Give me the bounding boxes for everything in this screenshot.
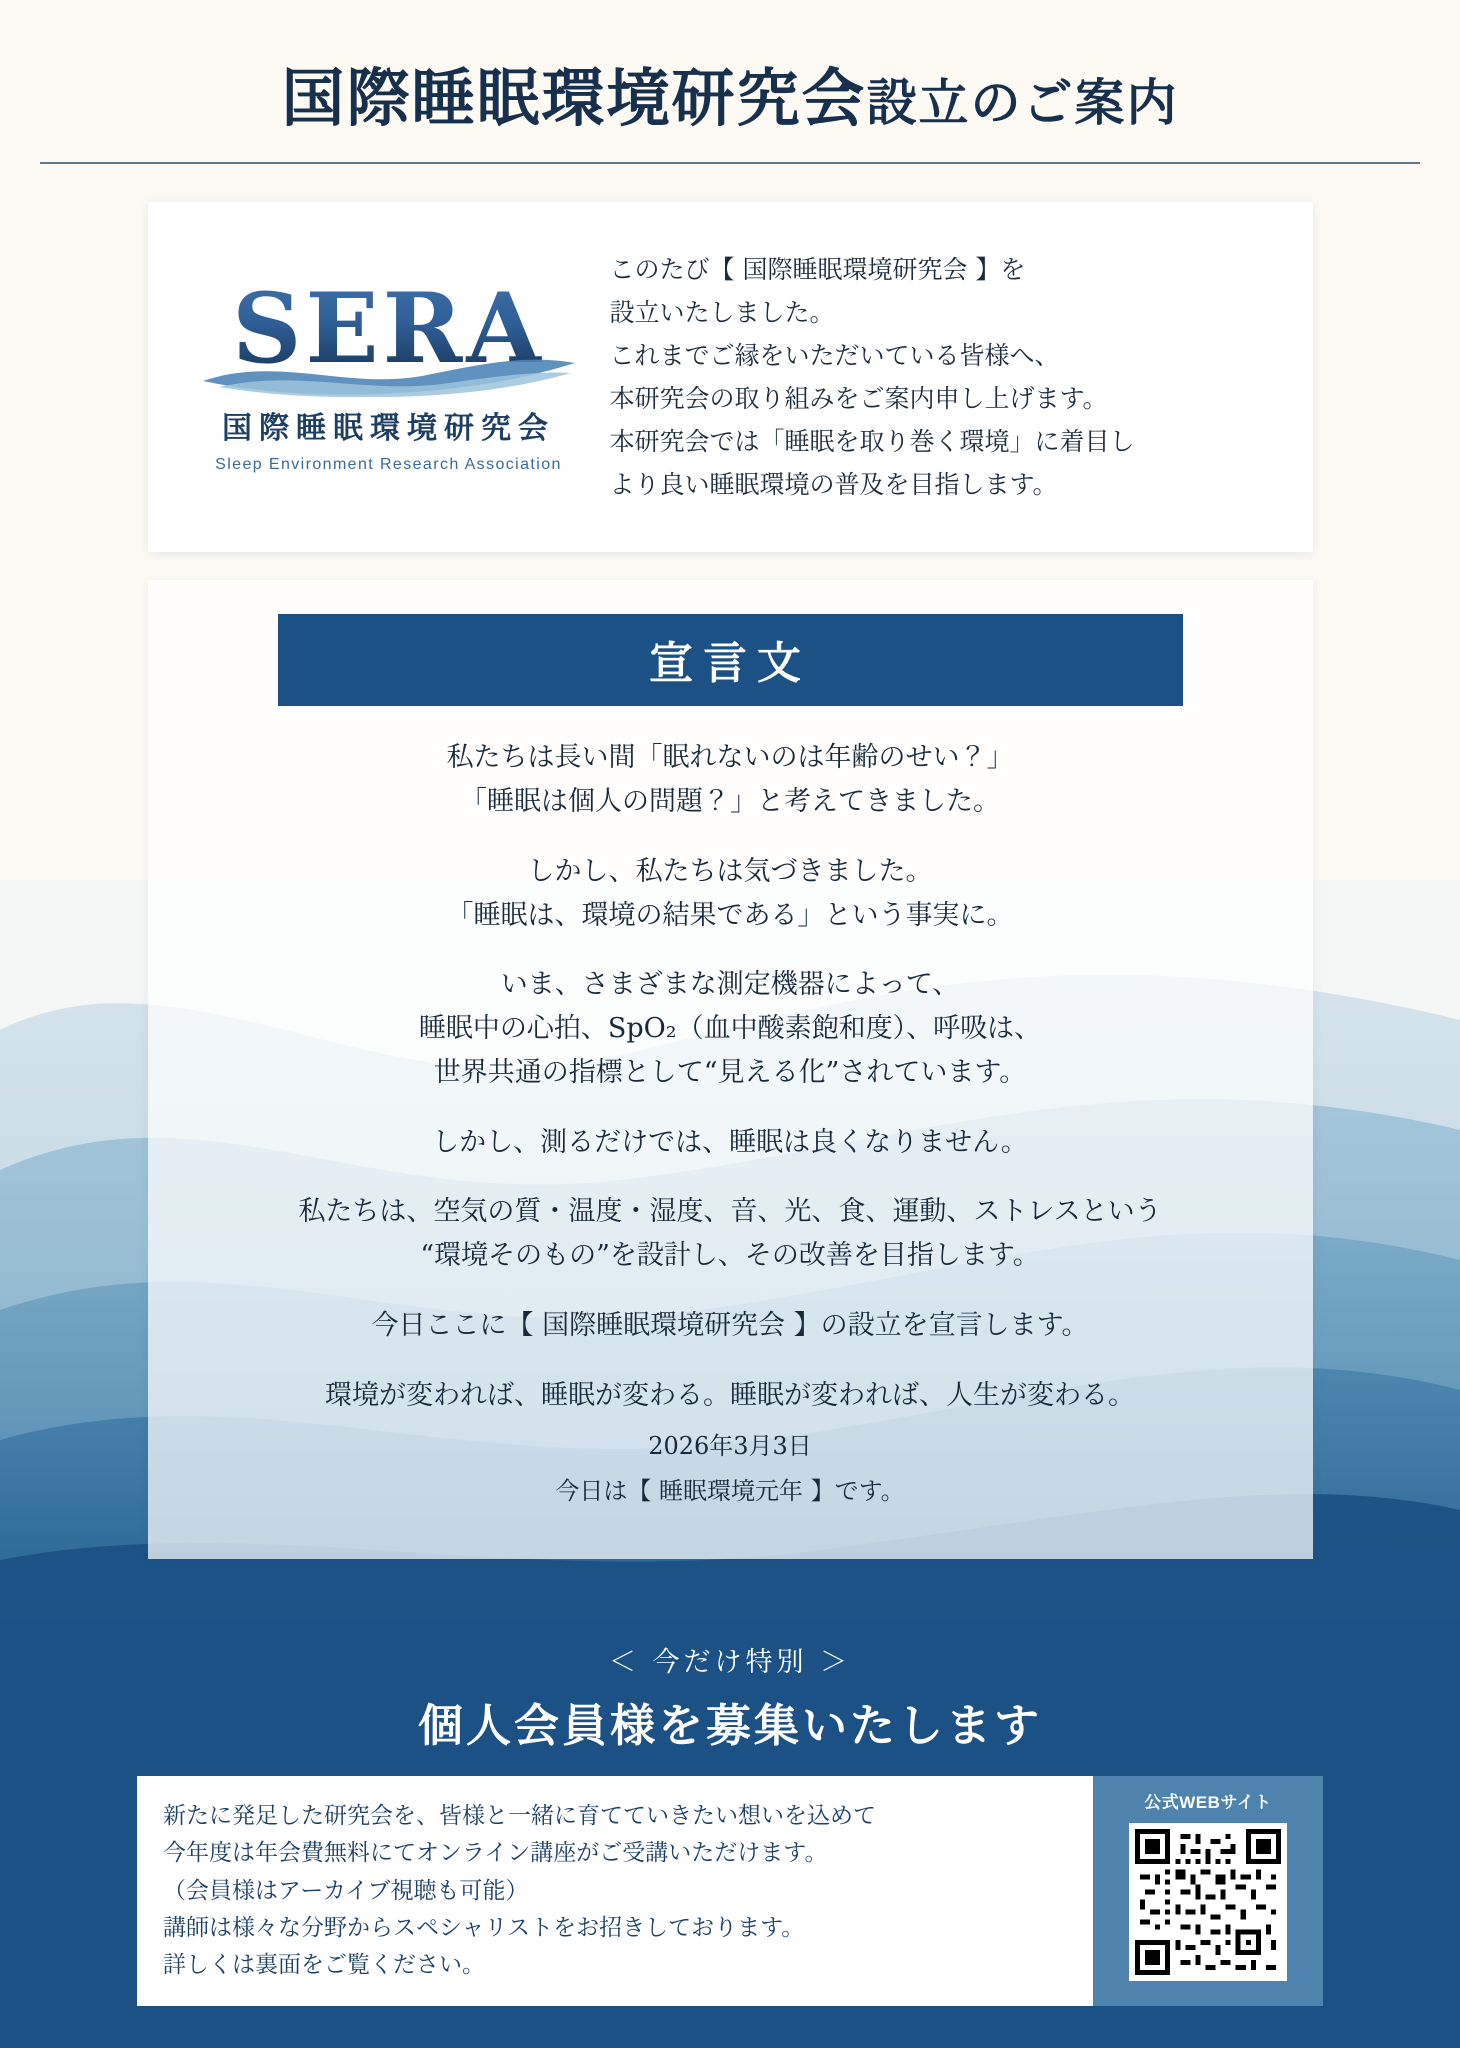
intro-text-block	[604, 248, 1279, 506]
declaration-line: 環境が変われば、睡眠が変わる。睡眠が変われば、人生が変わる。	[325, 1379, 1135, 1411]
declaration-paragraph	[148, 1190, 1313, 1277]
declaration-line: しかし、測るだけでは、睡眠は良くなりません。	[432, 1126, 1028, 1158]
declaration-paragraph	[148, 1374, 1313, 1418]
page-title-main: 国際睡眠環境研究会	[281, 61, 867, 135]
declaration-line: 「睡眠は個人の問題？」と考えてきました。	[460, 786, 1000, 818]
qr-code-icon[interactable]	[1129, 1823, 1287, 1981]
intro-line: 本研究会の取り組みをご案内申し上げます。	[609, 384, 1108, 414]
intro-line: 本研究会では「睡眠を取り巻く環境」に着目し	[609, 427, 1135, 457]
declaration-paragraph	[148, 850, 1313, 937]
declaration-line: “環境そのもの”を設計し、その改善を目指します。	[420, 1240, 1040, 1272]
declaration-closing: 今日は【 睡眠環境元年 】です。	[555, 1477, 905, 1506]
recruit-details	[137, 1776, 1323, 2006]
page-title	[0, 62, 1460, 134]
declaration-title: 宣言文	[278, 614, 1183, 706]
recruit-kicker: ＜ 今だけ特別 ＞	[608, 1647, 852, 1678]
header-divider	[40, 162, 1420, 164]
declaration-paragraph	[148, 1121, 1313, 1165]
intro-line: より良い睡眠環境の普及を目指します。	[609, 470, 1058, 500]
intro-line: このたび【 国際睡眠環境研究会 】を	[609, 255, 1026, 285]
qr-label: 公式WEBサイト	[1144, 1793, 1272, 1812]
intro-line: これまでご縁をいただいている皆様へ、	[609, 341, 1060, 371]
recruit-note	[137, 1776, 1093, 2006]
page-title-sub: 設立のご案内	[866, 73, 1179, 132]
qr-block[interactable]	[1093, 1776, 1323, 2006]
sera-logo	[174, 271, 604, 474]
intro-card	[148, 202, 1313, 552]
recruit-note-line: 詳しくは裏面をご覧ください。	[163, 1952, 485, 1978]
declaration-line: 私たちは、空気の質・温度・湿度、音、光、食、運動、ストレスという	[298, 1196, 1162, 1228]
recruit-note-line: 今年度は年会費無料にてオンライン講座がご受講いただけます。	[163, 1840, 828, 1867]
intro-line: 設立いたしました。	[609, 298, 835, 328]
declaration-date: 2026年3月3日	[648, 1432, 812, 1461]
declaration-panel	[148, 580, 1313, 1559]
declaration-line: しかし、私たちは気づきました。	[527, 855, 933, 887]
declaration-line: 私たちは長い間「眠れないのは年齢のせい？」	[446, 742, 1014, 774]
recruit-headline: 個人会員様を募集いたします	[417, 1699, 1042, 1752]
declaration-line: 「睡眠は、環境の結果である」という事実に。	[446, 899, 1014, 931]
recruit-note-line: 講師は様々な分野からスペシャリストをお招きしております。	[163, 1914, 805, 1941]
logo-swoosh-icon	[199, 351, 579, 397]
page-header	[0, 0, 1460, 164]
logo-jp-name: 国際睡眠環境研究会	[222, 410, 555, 446]
declaration-line: いま、さまざまな測定機器によって、	[500, 969, 960, 1001]
recruit-section	[0, 1618, 1460, 2048]
logo-wordmark: SERA	[174, 281, 604, 377]
recruit-note-line: （会員様はアーカイブ視聴も可能）	[163, 1877, 529, 1904]
declaration-paragraph	[148, 963, 1313, 1094]
declaration-body	[148, 736, 1313, 1511]
logo-en-name: Sleep Environment Research Association	[215, 455, 562, 473]
declaration-paragraph	[148, 1304, 1313, 1348]
declaration-line: 世界共通の指標として“見える化”されています。	[433, 1056, 1027, 1088]
declaration-line: 今日ここに【 国際睡眠環境研究会 】の設立を宣言します。	[371, 1309, 1089, 1341]
recruit-note-line: 新たに発足した研究会を、皆様と一緒に育てていきたい想いを込めて	[163, 1803, 876, 1829]
declaration-paragraph	[148, 736, 1313, 823]
declaration-line: 睡眠中の心拍、SpO₂（血中酸素飽和度）、呼吸は、	[418, 1013, 1042, 1045]
